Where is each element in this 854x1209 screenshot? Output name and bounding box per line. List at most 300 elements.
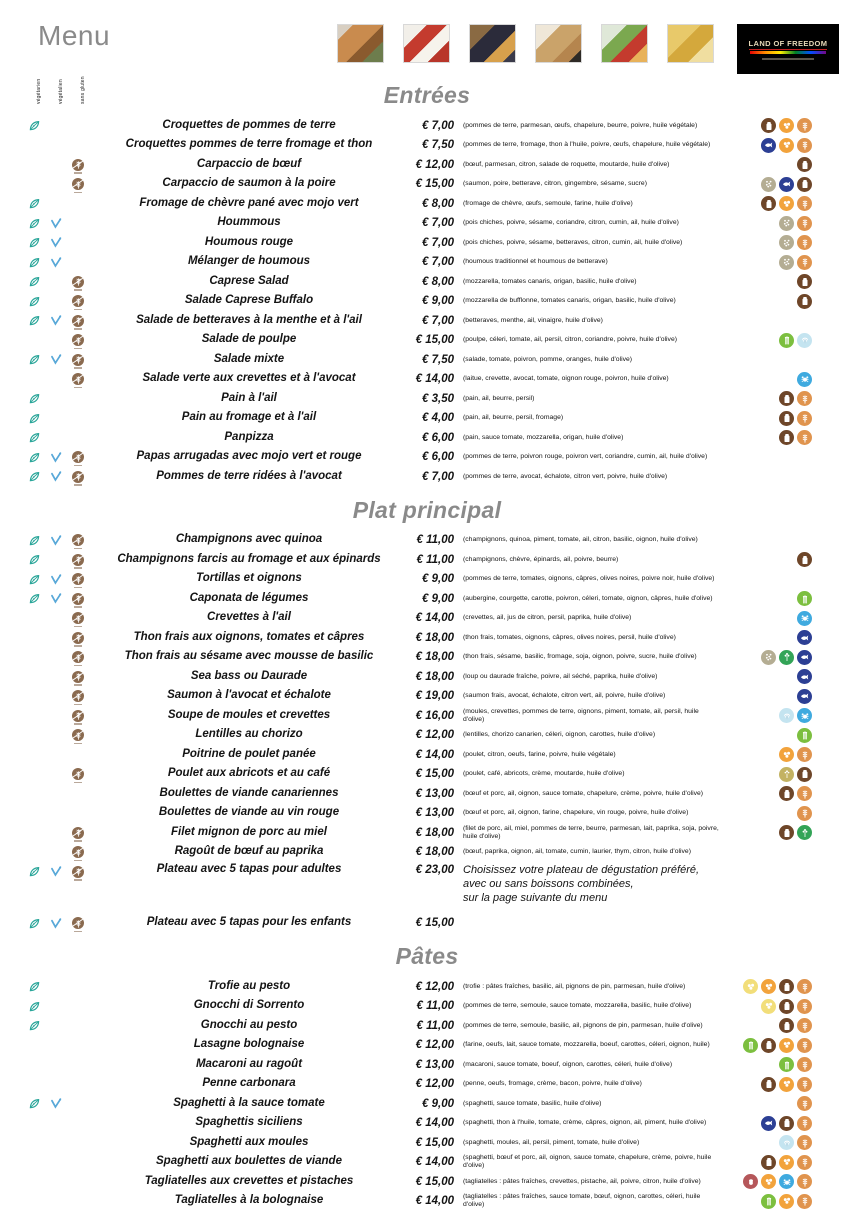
allergen-icons (720, 118, 854, 133)
milk-allergen-icon (797, 274, 812, 289)
diet-icons (28, 138, 102, 153)
vegetarian-slot (28, 533, 50, 548)
food-photo-strip (337, 24, 714, 63)
vegetarian-slot (28, 118, 50, 133)
leaf-icon (28, 256, 41, 269)
crustacean-allergen-icon (797, 611, 812, 626)
menu-item-row (0, 155, 854, 175)
milk-allergen-icon (797, 767, 812, 782)
dish-name: Houmous rouge (204, 235, 294, 248)
milk-allergen-icon (779, 979, 794, 994)
menu-item-row (0, 272, 854, 292)
egg-allergen-icon (779, 138, 794, 153)
gluten-free-slot (72, 650, 94, 665)
dish-ingredients: (bœuf et porc, ail, oignon, sauce tomate, chapelure, crème, poivre, huile d'olive) (463, 789, 704, 797)
vegetarian-slot (28, 1174, 50, 1189)
logo-caption-line (762, 58, 814, 60)
gluten-free-slot (72, 1057, 94, 1072)
vegan-slot (50, 235, 72, 250)
allergen-icons (720, 747, 854, 762)
gluten-free-slot (72, 630, 94, 645)
vegan-slot (50, 806, 72, 821)
milk-allergen-icon (761, 1155, 776, 1170)
dish-name: Panpizza (224, 430, 274, 443)
menu-section (0, 943, 854, 1209)
diet-icons (28, 1057, 102, 1072)
dish-ingredients: (farine, oeufs, lait, sauce tomate, mozzarella, boeuf, carottes, céleri, oignon, huile) (463, 1041, 710, 1049)
diet-icons (28, 611, 102, 626)
diet-icons (28, 747, 102, 762)
vegan-slot (50, 216, 72, 231)
gluten-allergen-icon (797, 1116, 812, 1131)
allergen-icons (720, 728, 854, 743)
vegetarian-slot (28, 294, 50, 309)
vegetarian-slot (28, 728, 50, 743)
diet-icons (28, 1077, 102, 1092)
dish-price: € 23,00 (415, 864, 454, 876)
allergen-icons (720, 669, 854, 684)
vegan-slot (50, 999, 72, 1014)
gluten-allergen-icon (797, 430, 812, 445)
dish-name: Lentilles au chorizo (195, 728, 303, 741)
gluten-free-slot (72, 1018, 94, 1033)
tree-nut-allergen-icon (743, 1174, 758, 1189)
vegetarian-slot (28, 216, 50, 231)
dish-name: Gnocchi di Sorrento (193, 999, 305, 1012)
menu-item-row (0, 765, 854, 785)
dish-ingredients: (champignons, quinoa, piment, tomate, ail, citron, basilic, oignon, huile d'olive) (463, 536, 698, 544)
dish-ingredients: (pommes de terre, tomates, oignons, câpres, olives noires, poivre noir, huile d'olive) (463, 575, 715, 583)
gluten-free-icon (72, 768, 84, 780)
dish-name: Spaghetti aux moules (189, 1135, 309, 1148)
allergen-icons (720, 1116, 854, 1131)
leaf-icon (28, 236, 41, 249)
dish-price: € 11,00 (416, 1019, 454, 1032)
dish-name: Croquettes pommes de terre fromage et thon (125, 138, 373, 151)
gluten-free-slot (72, 916, 94, 931)
gluten-free-slot (72, 411, 94, 426)
menu-item-row (0, 350, 854, 370)
allergen-icons (720, 372, 854, 387)
gluten-free-icon (72, 276, 84, 288)
gluten-free-slot (72, 372, 94, 387)
gluten-allergen-icon (797, 196, 812, 211)
dish-price: € 11,00 (416, 1000, 454, 1012)
menu-item-row (0, 726, 854, 746)
allergen-icons (720, 689, 854, 704)
diet-icons (28, 999, 102, 1014)
dish-price: € 8,00 (422, 197, 454, 210)
diet-icons (28, 333, 102, 348)
gluten-free-slot (72, 1077, 94, 1092)
mollusc-allergen-icon (779, 708, 794, 723)
menu-item-row (0, 1152, 854, 1172)
dish-ingredients: (aubergine, courgette, carotte, poivron, céleri, tomate, oignon, câpres, huile d'olive) (463, 594, 713, 602)
allergen-icons (720, 1096, 854, 1111)
soy-allergen-icon (797, 825, 812, 840)
dish-ingredients: (spaghetti, sauce tomate, basilic, huile d'olive) (463, 1099, 602, 1107)
celery-allergen-icon (743, 1038, 758, 1053)
menu-item-row (0, 370, 854, 390)
gluten-free-slot (72, 689, 94, 704)
gluten-free-slot (72, 157, 94, 172)
dish-name: Pain à l'ail (221, 391, 277, 404)
gluten-allergen-icon (797, 1194, 812, 1209)
milk-allergen-icon (797, 294, 812, 309)
vegetarian-slot (28, 1155, 50, 1170)
dish-name: Spaghetti aux boulettes de viande (156, 1155, 342, 1168)
vegetarian-slot (28, 630, 50, 645)
gluten-free-icon (72, 354, 84, 366)
dish-name: Filet mignon de porc au miel (171, 825, 327, 838)
diet-icons (28, 864, 102, 879)
vegetarian-slot (28, 786, 50, 801)
menu-item-row (0, 687, 854, 707)
dish-ingredients: (tagliatelles : pâtes fraîches, sauce tomate, bœuf, oignon, carottes, céleri, huile d'olive) (463, 1193, 701, 1208)
dish-ingredients: (penne, oeufs, fromage, crème, bacon, poivre, huile d'olive) (463, 1080, 642, 1088)
egg-allergen-icon (779, 1155, 794, 1170)
leaf-icon (28, 573, 41, 586)
allergen-icons (720, 196, 854, 211)
vegetarian-slot (28, 138, 50, 153)
vegan-v-icon (50, 256, 63, 269)
gluten-free-icon (72, 866, 84, 878)
allergen-icons (720, 825, 854, 840)
leaf-icon (28, 1000, 41, 1013)
leaf-icon (28, 470, 41, 483)
gluten-free-slot (72, 235, 94, 250)
menu-item-row (0, 804, 854, 824)
dish-name: Sea bass ou Daurade (190, 669, 308, 682)
menu-item-row (0, 843, 854, 863)
diet-icons (28, 1155, 102, 1170)
menu-item-row (0, 1191, 854, 1209)
diet-icons (28, 1194, 102, 1209)
vegan-v-icon (50, 353, 63, 366)
diet-icons (28, 255, 102, 270)
diet-icons (28, 411, 102, 426)
menu-item-row (0, 609, 854, 629)
leaf-icon (28, 314, 41, 327)
menu-item-row (0, 233, 854, 253)
gluten-free-slot (72, 572, 94, 587)
allergen-icons (720, 1194, 854, 1209)
menu-item-row (0, 1074, 854, 1094)
diet-icons (28, 177, 102, 192)
menu-item-row (0, 1172, 854, 1192)
vegetarian-slot (28, 1116, 50, 1131)
vegetarian-slot (28, 747, 50, 762)
dish-price: € 9,00 (422, 295, 454, 308)
allergen-icons (720, 552, 854, 567)
vegan-slot (50, 630, 72, 645)
vegetarian-slot (28, 157, 50, 172)
vegan-v-icon (50, 573, 63, 586)
leaf-icon (28, 412, 41, 425)
diet-column-label-vegetarian: végétarien (36, 78, 42, 104)
mustard-allergen-icon (779, 767, 794, 782)
allergen-icons (720, 1155, 854, 1170)
vegan-slot (50, 1077, 72, 1092)
gluten-free-icon (72, 451, 84, 463)
allergen-icons (720, 294, 854, 309)
menu-item-row (0, 428, 854, 448)
mollusc-allergen-icon (779, 1135, 794, 1150)
allergen-icons (720, 391, 854, 406)
dish-price: € 19,00 (415, 690, 454, 703)
gluten-free-slot (72, 313, 94, 328)
vegan-slot (50, 650, 72, 665)
menu-sections (0, 82, 854, 1209)
allergen-icons (720, 255, 854, 270)
dish-name: Saumon à l'avocat et échalote (167, 689, 331, 702)
celery-allergen-icon (797, 728, 812, 743)
allergen-icons (720, 1077, 854, 1092)
dish-ingredients: (pain, ail, beurre, persil) (463, 394, 535, 402)
vegan-slot (50, 1038, 72, 1053)
dish-price: € 14,00 (415, 373, 454, 386)
allergen-icons (720, 138, 854, 153)
fish-allergen-icon (779, 177, 794, 192)
allergen-icons (720, 806, 854, 821)
vegan-slot (50, 1057, 72, 1072)
dish-name: Spaghettis siciliens (195, 1116, 303, 1129)
dish-name: Pommes de terre ridées à l'avocat (156, 469, 342, 482)
crustacean-allergen-icon (779, 1174, 794, 1189)
gluten-free-slot (72, 708, 94, 723)
dish-name: Salade de betteraves à la menthe et à l'ail (136, 313, 362, 326)
menu-item-row (0, 862, 854, 905)
gluten-free-icon (72, 159, 84, 171)
egg-allergen-icon (761, 1174, 776, 1189)
vegan-slot (50, 552, 72, 567)
gluten-free-icon (72, 334, 84, 346)
leaf-icon (28, 431, 41, 444)
milk-allergen-icon (761, 1077, 776, 1092)
diet-icons (28, 845, 102, 860)
diet-icons (28, 552, 102, 567)
dish-name: Plateau avec 5 tapas pour adultes (156, 863, 342, 875)
vegetarian-slot (28, 708, 50, 723)
vegan-slot (50, 469, 72, 484)
diet-icons (28, 767, 102, 782)
gluten-free-slot (72, 669, 94, 684)
vegan-slot (50, 728, 72, 743)
vegan-slot (50, 450, 72, 465)
grilled-fish-photo (337, 24, 384, 63)
gluten-allergen-icon (797, 1077, 812, 1092)
vegan-slot (50, 747, 72, 762)
dish-price: € 7,00 (422, 314, 454, 327)
menu-item-row (0, 467, 854, 487)
milk-allergen-icon (761, 118, 776, 133)
diet-icons (28, 533, 102, 548)
leaf-icon (28, 980, 41, 993)
vegan-slot (50, 786, 72, 801)
gluten-free-icon (72, 471, 84, 483)
vegetarian-slot (28, 469, 50, 484)
diet-icons (28, 118, 102, 133)
gluten-free-slot (72, 274, 94, 289)
dish-ingredients: (fromage de chèvre, œufs, semoule, farine, huile d'olive) (463, 199, 633, 207)
vegan-slot (50, 274, 72, 289)
leaf-icon (28, 275, 41, 288)
vegan-slot (50, 138, 72, 153)
dish-ingredients: (pommes de terre, parmesan, œufs, chapelure, beurre, poivre, huile végétale) (463, 121, 698, 129)
dish-price: € 12,00 (415, 1039, 454, 1051)
dish-price: € 13,00 (415, 787, 454, 800)
allergen-icons (720, 999, 854, 1014)
vegan-slot (50, 669, 72, 684)
vegan-v-icon (50, 314, 63, 327)
diet-icons (28, 572, 102, 587)
dish-price: € 15,00 (415, 334, 454, 347)
crustacean-allergen-icon (797, 372, 812, 387)
vegan-slot (50, 430, 72, 445)
dish-ingredients: (houmous traditionnel et houmous de betterave) (463, 258, 608, 266)
dish-name: Boulettes de viande au vin rouge (158, 806, 340, 819)
milk-allergen-icon (797, 157, 812, 172)
dish-ingredients: (champignons, chèvre, épinards, ail, poivre, beurre) (463, 555, 619, 563)
dish-name: Tortillas et oignons (196, 572, 302, 585)
dish-name: Mélanger de houmous (187, 255, 311, 268)
vegetarian-slot (28, 177, 50, 192)
fish-allergen-icon (761, 1116, 776, 1131)
leaf-icon (28, 197, 41, 210)
dish-name: Champignons avec quinoa (175, 533, 323, 546)
fish-allergen-icon (797, 650, 812, 665)
dish-ingredients: (tagliatelles : pâtes fraîches, crevettes, pistache, ail, poivre, citron, huile d'olive) (463, 1177, 701, 1185)
diet-icons (28, 786, 102, 801)
menu-item-row (0, 1035, 854, 1055)
sesame-allergen-icon (761, 650, 776, 665)
vegan-slot (50, 411, 72, 426)
vegan-slot (50, 157, 72, 172)
mussels-photo (469, 24, 516, 63)
vegetarian-slot (28, 411, 50, 426)
dish-ingredients: (pommes de terre, fromage, thon à l'huile, poivre, œufs, chapelure, huile végétale) (463, 141, 711, 149)
dish-ingredients: (poulpe, céleri, tomate, ail, persil, citron, coriandre, poivre, huile d'olive) (463, 336, 677, 344)
menu-item-row (0, 531, 854, 551)
vegan-v-icon (50, 534, 63, 547)
vegan-slot (50, 708, 72, 723)
dish-ingredients: (pommes de terre, avocat, échalote, citron vert, poivre, huile d'olive) (463, 472, 668, 480)
vegan-v-icon (50, 470, 63, 483)
vegan-v-icon (50, 865, 63, 878)
dish-price: € 3,50 (422, 392, 454, 405)
soy-allergen-icon (779, 650, 794, 665)
gluten-free-slot (72, 294, 94, 309)
dish-ingredients: (filet de porc, ail, miel, pommes de terre, beurre, parmesan, lait, paprika, soja, poivre, huile d'olive) (463, 825, 719, 840)
dish-price: € 6,00 (422, 451, 454, 464)
menu-item-row (0, 667, 854, 687)
dish-ingredients: (salade, tomate, poivron, pomme, oranges, huile d'olive) (463, 355, 633, 363)
dish-ingredients: (poulet, citron, oeufs, farine, poivre, huile végétale) (463, 750, 616, 758)
dish-ingredients: (bœuf, paprika, oignon, ail, tomate, cumin, laurier, thym, citron, huile d'olive) (463, 848, 691, 856)
dish-name: Crevettes à l'ail (207, 611, 291, 624)
menu-item-row (0, 1055, 854, 1075)
gluten-allergen-icon (797, 216, 812, 231)
gluten-allergen-icon (797, 1174, 812, 1189)
gluten-free-slot (72, 728, 94, 743)
menu-item-row (0, 331, 854, 351)
dish-ingredients: (thon frais, sésame, basilic, fromage, soja, oignon, poivre, sucre, huile d'olive) (463, 653, 697, 661)
milk-allergen-icon (779, 1116, 794, 1131)
menu-item-row (0, 550, 854, 570)
leaf-icon (28, 353, 41, 366)
gluten-allergen-icon (797, 1155, 812, 1170)
dish-ingredients: (saumon frais, avocat, échalote, citron vert, ail, poivre, huile d'olive) (463, 692, 666, 700)
vegetarian-slot (28, 313, 50, 328)
menu-item-row (0, 977, 854, 997)
allergen-icons (720, 1057, 854, 1072)
diet-icons (28, 196, 102, 211)
leaf-icon (28, 1097, 41, 1110)
dish-name: Penne carbonara (202, 1077, 296, 1090)
milk-allergen-icon (779, 825, 794, 840)
vegetarian-slot (28, 391, 50, 406)
gluten-free-slot (72, 611, 94, 626)
gluten-free-icon (72, 846, 84, 858)
gluten-allergen-icon (797, 1018, 812, 1033)
diet-icons (28, 274, 102, 289)
dish-price: € 12,00 (415, 1078, 454, 1090)
vegan-slot (50, 1155, 72, 1170)
gluten-free-icon (72, 295, 84, 307)
diet-icons (28, 591, 102, 606)
gluten-free-slot (72, 767, 94, 782)
menu-item-row (0, 570, 854, 590)
vegan-slot (50, 333, 72, 348)
milk-allergen-icon (797, 552, 812, 567)
menu-item-row (0, 311, 854, 331)
allergen-icons (720, 591, 854, 606)
vegan-slot (50, 391, 72, 406)
egg-allergen-icon (779, 1194, 794, 1209)
vegan-slot (50, 372, 72, 387)
dish-ingredients: (pois chiches, poivre, sésame, coriandre, citron, cumin, ail, huile d'olive) (463, 219, 679, 227)
dish-name: Thon frais au sésame avec mousse de basilic (124, 650, 374, 663)
diet-icons (28, 157, 102, 172)
vegan-slot (50, 591, 72, 606)
diet-icons (28, 1018, 102, 1033)
vegetarian-slot (28, 572, 50, 587)
gluten-free-slot (72, 118, 94, 133)
gluten-allergen-icon (797, 411, 812, 426)
dish-name: Plateau avec 5 tapas pour les enfants (146, 916, 352, 929)
dish-price: € 14,00 (415, 1156, 454, 1168)
vegetarian-slot (28, 274, 50, 289)
milk-allergen-icon (779, 999, 794, 1014)
diet-icons (28, 979, 102, 994)
dish-name: Salade verte aux crevettes et à l'avocat (142, 372, 356, 385)
vegan-slot (50, 1096, 72, 1111)
gluten-free-slot (72, 552, 94, 567)
fish-allergen-icon (797, 669, 812, 684)
menu-item-row (0, 745, 854, 765)
vegan-slot (50, 825, 72, 840)
gluten-free-icon (72, 729, 84, 741)
dish-name: Spaghetti à la sauce tomate (173, 1096, 325, 1109)
gluten-free-icon (72, 651, 84, 663)
allergen-icons (720, 708, 854, 723)
gluten-free-icon (72, 690, 84, 702)
fish-allergen-icon (797, 689, 812, 704)
gluten-free-slot (72, 430, 94, 445)
vegan-slot (50, 196, 72, 211)
gluten-free-slot (72, 747, 94, 762)
vegetarian-slot (28, 864, 50, 879)
